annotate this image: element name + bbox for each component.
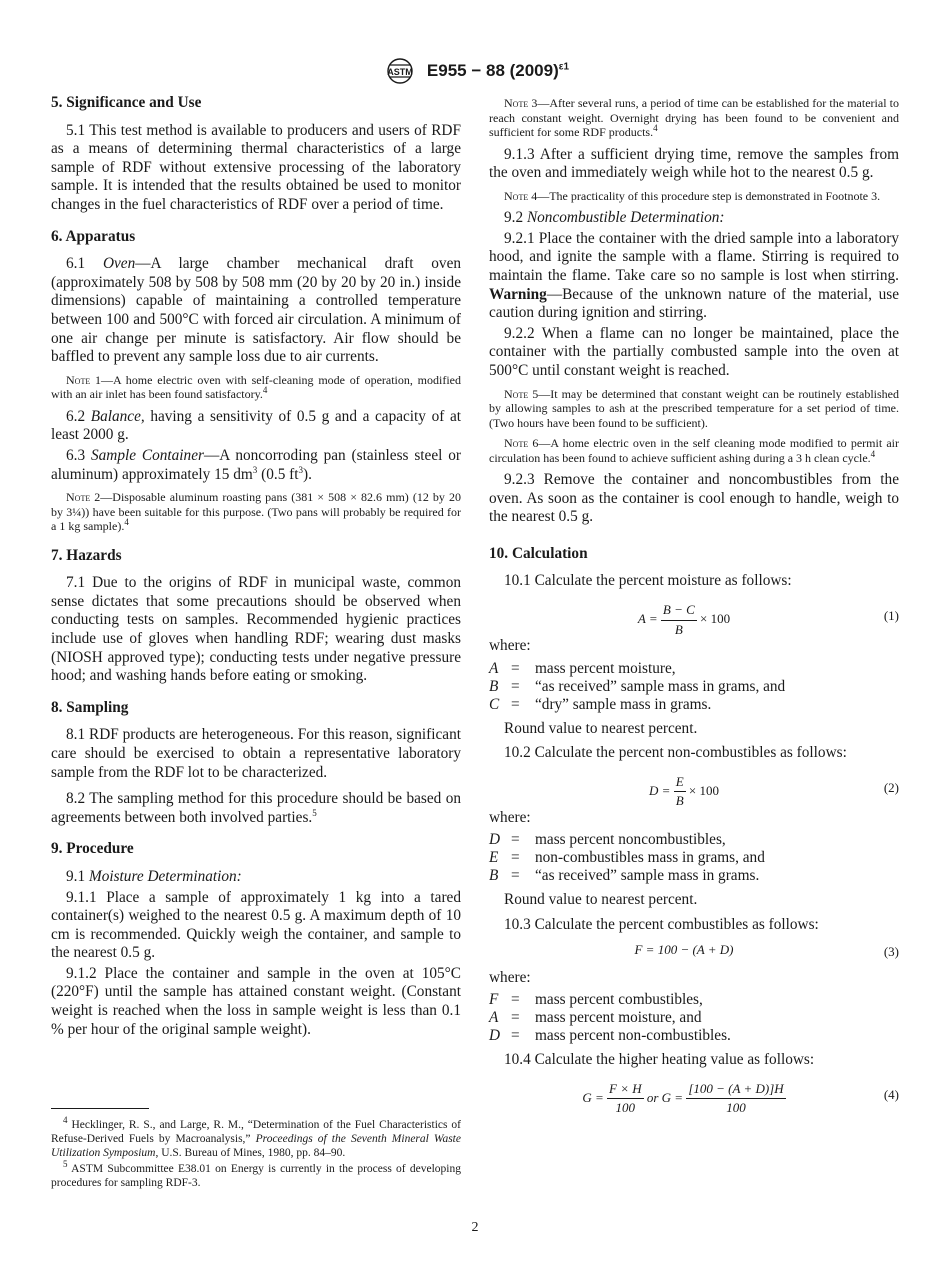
definition-variable: E bbox=[489, 849, 499, 867]
definition-variable: D bbox=[489, 831, 501, 849]
para-9-2-3: 9.2.3 Remove the container and noncombustibles from the oven. As soon as the container is cool enough to handle, weigh to the nearest 0.5 g. bbox=[489, 471, 899, 526]
para-9-1-2: 9.1.2 Place the container and sample in the oven at 105°C (220°F) until the sample has attained constant weight. (Constant weight is reached when the loss in sample weight is less than 0.1 % per hour of the original sample weight). bbox=[51, 964, 461, 1038]
where-1: where: bbox=[489, 637, 531, 654]
para-9-1-1: 9.1.1 Place a sample of approximately 1 kg into a tared container(s) weighed to the nearest 0.5 g. A maximum depth of 10 cm is recommended. Quickly weigh the container, and sample to the nearest 0.5 g. bbox=[51, 888, 461, 962]
round-2: Round value to nearest percent. bbox=[504, 891, 698, 909]
para-8-1: 8.1 RDF products are heterogeneous. For this reason, significant care should be exercised to obtain a representative laboratory sample from the RDF lot to be characterized. bbox=[51, 726, 461, 781]
para-7-1: 7.1 Due to the origins of RDF in municipal waste, common sense dictates that some precautions should be observed when conducting tests on samples. Recommended hygienic practices include use of gloves when handling RDF; wearing dust masks (NIOSH approved type); conducting tests under negative pressure hood; and washing hands before eating or smoking. bbox=[51, 574, 461, 685]
defs-2 bbox=[489, 831, 899, 885]
definition-text: mass percent non-combustibles. bbox=[535, 1027, 731, 1045]
section-10-title: 10. Calculation bbox=[489, 544, 588, 562]
definition-row bbox=[489, 1009, 899, 1027]
para-9-1-3: 9.1.3 After a sufficient drying time, remove the samples from the oven and immediately weigh while hot to the nearest 0.5 g. bbox=[489, 145, 899, 182]
para-10-2: 10.2 Calculate the percent non-combustibles as follows: bbox=[504, 744, 847, 762]
note-6: Note 6—A home electric oven in the self cleaning mode modified to permit air circulation has been found to achieve sufficient ashing during a 3 h clean cycle.$^4$ bbox=[489, 436, 899, 465]
definition-row bbox=[489, 678, 899, 696]
definition-text: “as received” sample mass in grams, and bbox=[535, 677, 786, 695]
definition-row bbox=[489, 1027, 899, 1045]
equation-4: G = $\frac{F \times H}{100}$ or G = $\frac{[100 - (A + D)]H}{100}$ (4) bbox=[582, 1080, 899, 1116]
para-5-1: 5.1 This test method is available to producers and users of RDF as a means of determining thermal characteristics of a large sample of RDF without extensive processing of the laboratory sample. It is intended that the results obtained be used to monitor changes in the fuel characteristics of RDF over a period of time. bbox=[51, 121, 461, 213]
svg-text:ASTM: ASTM bbox=[387, 67, 413, 77]
note-1: Note 1—A home electric oven with self-cleaning mode of operation, modified with an air inlet has been found satisfactory.$^4$ bbox=[51, 372, 461, 402]
para-6-1: 6.1 Oven—A large chamber mechanical draft oven (approximately 508 by 508 by 508 mm (20 by 20 by 20 in.) inside dimensions) capable of maintaining a controlled temperature between 100 and 500°C with forced air circulation. A minimum of one air change per minute is satisfactory. Air flow should be baffled to prevent any sample loss due to air currents. bbox=[51, 255, 462, 366]
definition-variable: A bbox=[489, 659, 499, 677]
definition-text: mass percent combustibles, bbox=[535, 991, 703, 1009]
para-10-4: 10.4 Calculate the higher heating value as follows: bbox=[504, 1051, 815, 1069]
footnote-rule bbox=[51, 1108, 149, 1109]
footnotes bbox=[51, 1115, 461, 1192]
para-6-2: 6.2 Balance, having a sensitivity of 0.5 g and a capacity of at least 2000 g. bbox=[51, 407, 461, 444]
para-8-2: 8.2 The sampling method for this procedure should be based on agreements between both involved parties.$^5$ bbox=[51, 790, 461, 826]
definition-equals: = bbox=[511, 831, 520, 849]
note-5: Note 5—It may be determined that constant weight can be routinely established by allowing samples to ash at the prescribed temperature for a set period of time. (Two hours have been found to be sufficient). bbox=[489, 386, 900, 430]
definition-equals: = bbox=[511, 677, 520, 695]
definition-text: mass percent moisture, and bbox=[535, 1009, 702, 1027]
definition-equals: = bbox=[511, 1027, 520, 1045]
definition-row bbox=[489, 696, 899, 714]
para-9-2-1: 9.2.1 Place the container with the dried sample into a laboratory hood, and ignite the sample with a flame. Stirring is required to maintain the flame. Take care so no sample is lost when stirring. Warning—Because of the unknown nature of the material, use caution during ignition and stirring. bbox=[489, 229, 899, 322]
para-10-1: 10.1 Calculate the percent moisture as follows: bbox=[504, 572, 792, 590]
section-8-title: 8. Sampling bbox=[51, 698, 129, 716]
section-7-title: 7. Hazards bbox=[51, 546, 122, 564]
left-column bbox=[51, 94, 461, 1041]
definition-equals: = bbox=[511, 991, 520, 1009]
epsilon-marker: ε1 bbox=[558, 61, 570, 73]
equation-3: F = 100 − (A + D) (3) bbox=[634, 941, 899, 959]
footnote-4: $^4$ Hecklinger, R. S., and Large, R. M., “Determination of the Fuel Characteristics of Refuse-Derived Fuels by Macroanalysis,” Proceedings of the Seventh Mineral Waste Utilization Symposium, U.S. Bureau of Mines, 1980, pp. 84–90. bbox=[51, 1115, 461, 1159]
right-column bbox=[489, 96, 899, 1116]
definition-row bbox=[489, 867, 899, 885]
para-9-2-2: 9.2.2 When a flame can no longer be maintained, place the container with the partially combusted sample into the oven at 500°C until constant weight is reached. bbox=[489, 324, 899, 379]
where-2: where: bbox=[489, 808, 531, 826]
para-6-3: 6.3 Sample Container—A noncorroding pan (stainless steel or aluminum) approximately 15 $dm^3$ (0.5 $ft^3$). bbox=[51, 446, 462, 483]
standard-designation: E955 − 88 $(2009)^{\varepsilon 1}$ bbox=[426, 61, 570, 80]
definition-variable: A bbox=[489, 1009, 499, 1027]
section-6-title: 6. Apparatus bbox=[51, 227, 136, 245]
note-2: Note 2—Disposable aluminum roasting pans (381 × 508 × 82.6 mm) (12 by 20 by 3¼)) have been suitable for this purpose. (Two pans will probably be required for a 1 kg sample).$^4$ bbox=[51, 490, 461, 534]
page-number: 2 bbox=[471, 1220, 479, 1235]
definition-text: mass percent noncombustibles, bbox=[535, 831, 726, 849]
definition-variable: B bbox=[489, 677, 499, 695]
definition-variable: F bbox=[489, 991, 499, 1009]
equation-1: A = $\frac{B - C}{B}$ × 100 (1) bbox=[637, 602, 899, 637]
definition-equals: = bbox=[511, 695, 520, 713]
footnote-5: $^5$ ASTM Subcommittee E38.01 on Energy is currently in the process of developing procedures for sampling RDF-3. bbox=[51, 1159, 461, 1189]
definition-text: “as received” sample mass in grams. bbox=[535, 867, 760, 885]
definition-equals: = bbox=[511, 849, 520, 867]
para-10-3: 10.3 Calculate the percent combustibles as follows: bbox=[504, 915, 819, 933]
definition-row bbox=[489, 831, 899, 849]
para-9-2: 9.2 Noncombustible Determination: bbox=[504, 209, 725, 227]
page-header bbox=[0, 56, 950, 86]
equation-2: D = $\frac{E}{B}$ × 100 (2) bbox=[649, 773, 899, 809]
definition-equals: = bbox=[511, 659, 520, 677]
definition-row bbox=[489, 660, 899, 678]
section-9-title: 9. Procedure bbox=[51, 840, 134, 858]
note-3: Note 3—After several runs, a period of time can be established for the material to reach constant weight. Overnight drying has been found to be convenient and sufficient for some RDF products.$^4$ bbox=[489, 96, 899, 139]
definition-variable: D bbox=[489, 1027, 501, 1045]
definition-equals: = bbox=[511, 867, 520, 885]
section-5-title: 5. Significance and Use bbox=[51, 94, 202, 111]
definition-variable: B bbox=[489, 867, 499, 885]
definition-variable: C bbox=[489, 695, 500, 713]
definition-text: “dry” sample mass in grams. bbox=[535, 695, 712, 713]
definition-row bbox=[489, 849, 899, 867]
round-1: Round value to nearest percent. bbox=[504, 719, 698, 737]
definition-row bbox=[489, 991, 899, 1009]
definition-equals: = bbox=[511, 1009, 520, 1027]
astm-logo-icon bbox=[381, 56, 419, 86]
where-3: where: bbox=[489, 968, 531, 986]
defs-3 bbox=[489, 991, 899, 1045]
defs-1 bbox=[489, 660, 899, 714]
definition-text: mass percent moisture, bbox=[535, 659, 676, 677]
para-9-1: 9.1 Moisture Determination: bbox=[66, 867, 242, 885]
note-4: Note 4—The practicality of this procedure step is demonstrated in Footnote 3. bbox=[504, 188, 881, 203]
definition-text: non-combustibles mass in grams, and bbox=[535, 849, 765, 867]
